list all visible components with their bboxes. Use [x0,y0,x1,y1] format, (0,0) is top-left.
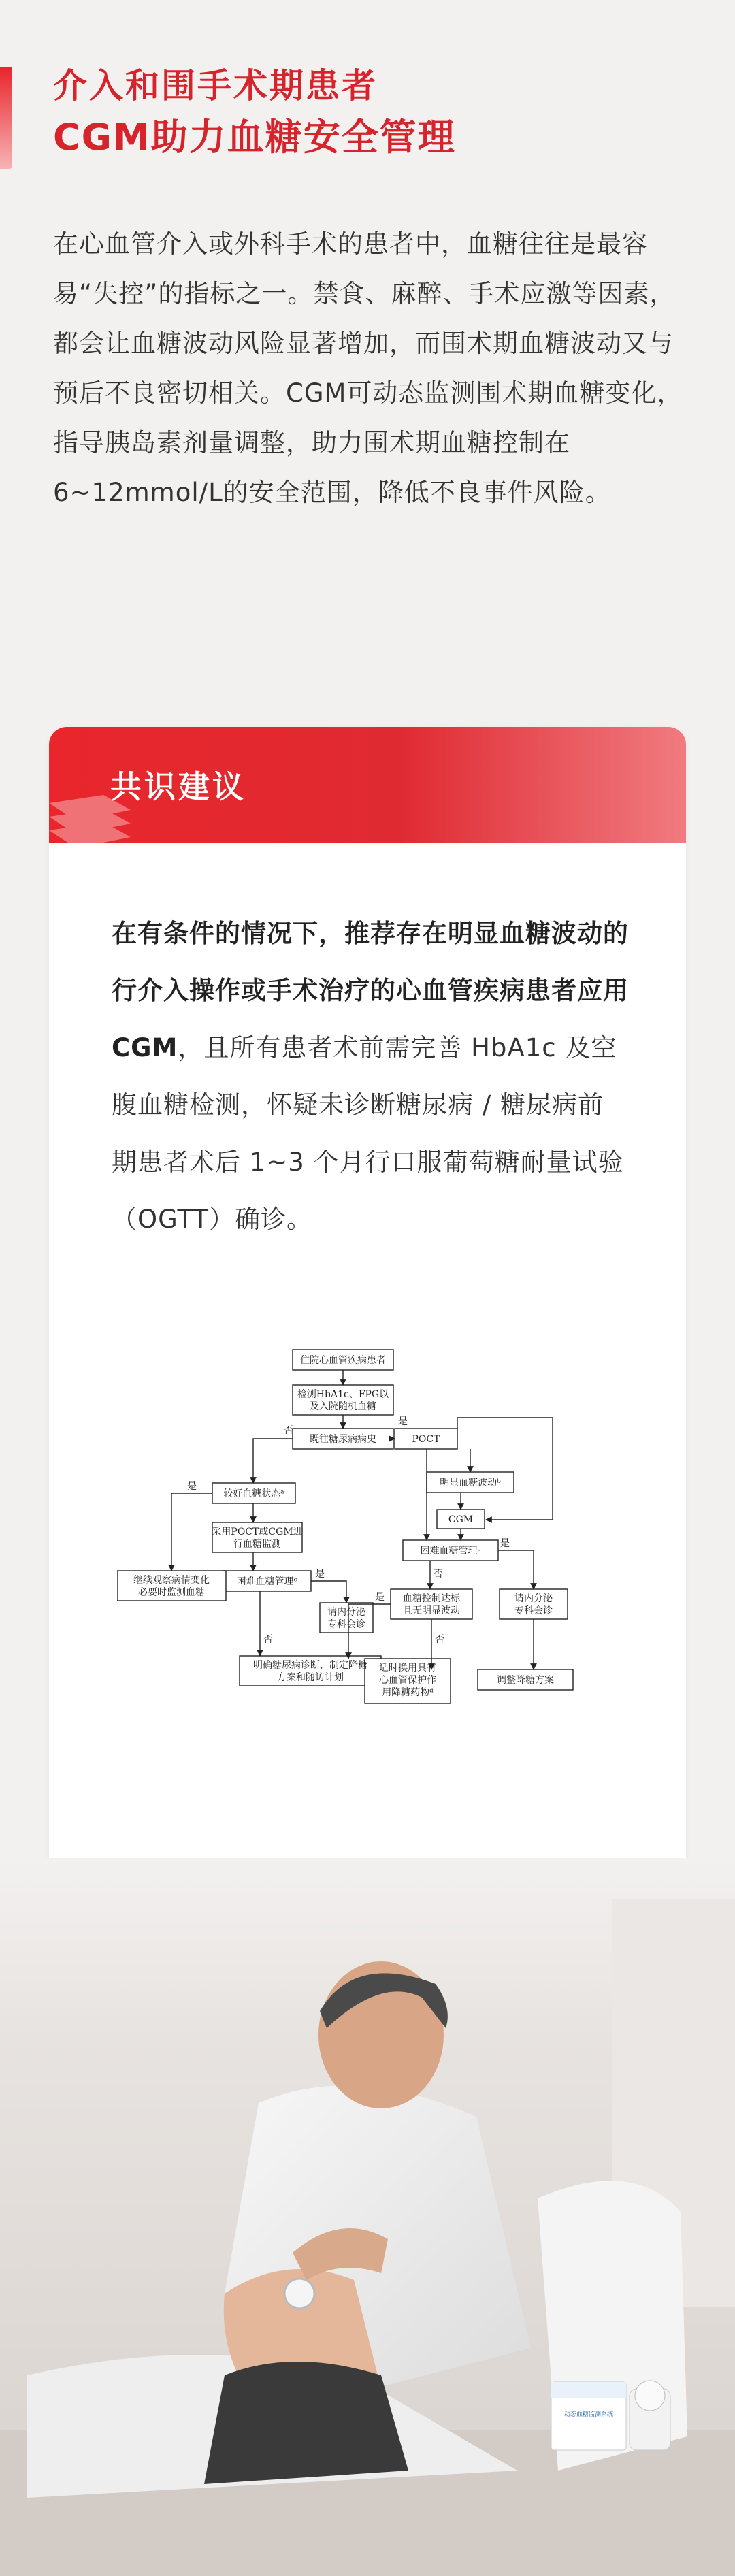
svg-text:明确糖尿病诊断，制定降糖: 明确糖尿病诊断，制定降糖 [253,1660,368,1671]
svg-text:既往糖尿病病史: 既往糖尿病病史 [310,1434,376,1445]
svg-text:血糖控制达标: 血糖控制达标 [403,1593,460,1604]
svg-text:心血管保护作: 心血管保护作 [379,1675,436,1686]
svg-text:适时换用具有: 适时换用具有 [379,1663,436,1674]
svg-text:调整降糖方案: 调整降糖方案 [497,1675,554,1686]
svg-text:较好血糖状态ᵃ: 较好血糖状态ᵃ [223,1488,284,1499]
consensus-card [49,727,686,1877]
svg-text:住院心血管疾病患者: 住院心血管疾病患者 [300,1355,386,1366]
svg-text:明显血糖波动ᵇ: 明显血糖波动ᵇ [440,1478,501,1488]
title-line-1: 介入和围手术期患者 [53,66,378,105]
svg-text:困难血糖管理ᶜ: 困难血糖管理ᶜ [420,1546,481,1556]
svg-text:是: 是 [398,1416,408,1427]
intro-paragraph: 在心血管介入或外科手术的患者中，血糖往往是最容易“失控”的指标之一。禁食、麻醉、手术应激等因素，都会让血糖波动风险显著增加，而围术期血糖波动又与预后不良密切相关。CGM可动态监测围术期血糖变化，指导胰岛素剂量调整，助力围术期血糖控制在6~12mmol/L的安全范围，降低不良事件风险。 [53,229,683,507]
svg-text:CGM: CGM [448,1514,474,1525]
svg-text:专科会诊: 专科会诊 [327,1619,365,1630]
svg-text:否: 否 [434,1569,443,1580]
svg-text:否: 否 [435,1634,444,1645]
card-body-rest: ，且所有患者术前需完善 HbA1c 及空腹血糖检测，怀疑未诊断糖尿病 / 糖尿病前期患者术后 1~3 个月行口服葡萄糖耐量试验（OGTT）确诊。 [112,1033,624,1234]
svg-text:是: 是 [187,1481,197,1492]
svg-text:方案和随访计划: 方案和随访计划 [277,1672,344,1683]
patient-photo [0,1858,735,2576]
svg-text:POCT: POCT [412,1434,440,1445]
title-accent-bar [0,67,12,169]
card-body [112,905,629,1248]
svg-text:专科会诊: 专科会诊 [514,1605,553,1616]
svg-text:继续观察病情变化: 继续观察病情变化 [133,1575,210,1586]
card-body-bold: 在有条件的情况下，推荐存在明显血糖波动的行介入操作或手术治疗的心血管疾病患者应用CGM [112,919,629,1062]
svg-text:请内分泌: 请内分泌 [514,1593,553,1604]
svg-text:否: 否 [263,1634,273,1645]
svg-text:及入院随机血糖: 及入院随机血糖 [310,1401,376,1412]
svg-text:且无明显波动: 且无明显波动 [403,1605,460,1616]
svg-text:用降糖药物ᵈ: 用降糖药物ᵈ [382,1687,434,1698]
svg-text:采用POCT或CGM进: 采用POCT或CGM进 [212,1527,303,1537]
product-box-label: 动态血糖监测系统 [564,2411,614,2418]
title-line-2: CGM助力血糖安全管理 [53,116,456,159]
svg-text:行血糖监测: 行血糖监测 [233,1539,281,1550]
svg-text:检测HbA1c、FPG以: 检测HbA1c、FPG以 [297,1389,389,1400]
card-title: 共识建议 [110,768,246,805]
svg-text:请内分泌: 请内分泌 [327,1607,365,1618]
svg-text:必要时监测血糖: 必要时监测血糖 [138,1587,205,1598]
svg-text:是: 是 [375,1592,385,1603]
svg-text:困难血糖管理ᶜ: 困难血糖管理ᶜ [236,1576,297,1587]
flowchart [117,1343,621,1772]
svg-text:是: 是 [315,1569,325,1580]
svg-text:是: 是 [500,1538,510,1549]
card-header [49,727,686,843]
svg-text:否: 否 [284,1425,293,1436]
page-title [53,61,693,165]
